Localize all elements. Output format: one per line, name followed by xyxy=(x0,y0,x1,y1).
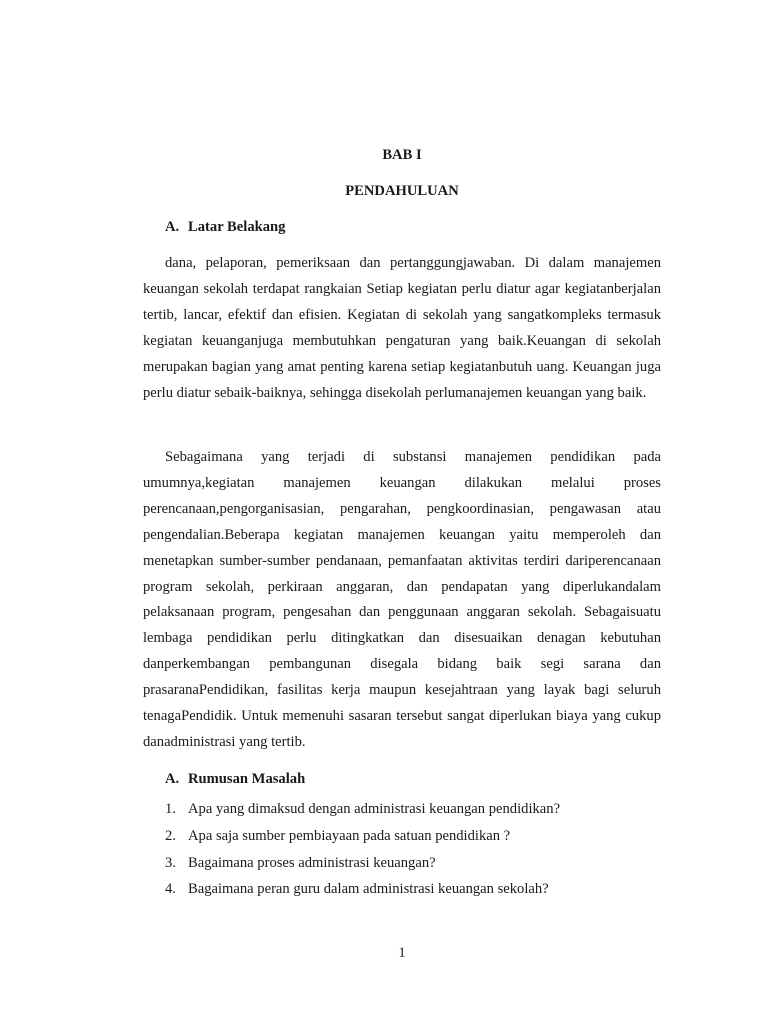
paragraph-2: Sebagaimana yang terjadi di substansi manajemen pendidikan pada umumnya,kegiatan manajemen keuangan dilakukan melalui proses perencanaan,pengorganisasian, pengarahan, pengkoordinasian, pengawasan atau pengendalian.Beberapa kegiatan manajemen keuangan yaitu memperoleh dan menetapkan sumber-sumber pendanaan, pemanfaatan aktivitas terdiri dariperencanaan program sekolah, perkiraan anggaran, dan pendapatan yang diperlukandalam pelaksanaan program, pengesahan dan penggunaan anggaran sekolah. Sebagaisuatu lembaga pendidikan perlu ditingkatkan dan disesuaikan denagan kebutuhan danperkembangan pembangunan disegala bidang baik segi sarana dan prasaranaPendidikan, fasilitas kerja maupun kesejahtraan yang layak bagi seluruh tenagaPendidik. Untuk memenuhi sasaran tersebut sangat diperlukan biaya yang cukup danadministrasi yang tertib. xyxy=(143,449,661,750)
section-label: A. xyxy=(165,219,180,235)
question-list xyxy=(165,796,560,903)
list-item: 2. Apa saja sumber pembiayaan pada satuan pendidikan ? xyxy=(165,827,511,844)
chapter-title: PENDAHULUAN xyxy=(345,183,459,199)
list-item: 4. Bagaimana peran guru dalam administrasi keuangan sekolah? xyxy=(165,881,549,898)
section-title: Rumusan Masalah xyxy=(188,771,306,787)
paragraph-1: dana, pelaporan, pemeriksaan dan pertanggungjawaban. Di dalam manajemen keuangan sekolah terdapat rangkaian Setiap kegiatan perlu diatur agar kegiatanberjalan tertib, lancar, efektif dan efisien. Kegiatan di sekolah yang sangatkompleks termasuk kegiatan keuanganjuga membutuhkan pengaturan yang baik.Keuangan di sekolah merupakan bagian yang amat penting karena setiap kegiatanbutuh uang. Keuangan juga perlu diatur sebaik-baiknya, sehingga disekolah perlumanajemen keuangan yang baik. xyxy=(143,255,661,401)
section-heading-rumusan-masalah xyxy=(165,771,305,788)
chapter-number: BAB I xyxy=(382,147,422,163)
section-label: A. xyxy=(165,771,180,787)
page-number: 1 xyxy=(398,945,406,961)
section-title: Latar Belakang xyxy=(188,219,286,235)
list-item: 1. Apa yang dimaksud dengan administrasi keuangan pendidikan? xyxy=(165,801,561,817)
section-heading-latar-belakang xyxy=(165,219,285,236)
list-item: 3. Bagaimana proses administrasi keuangan? xyxy=(165,854,436,871)
